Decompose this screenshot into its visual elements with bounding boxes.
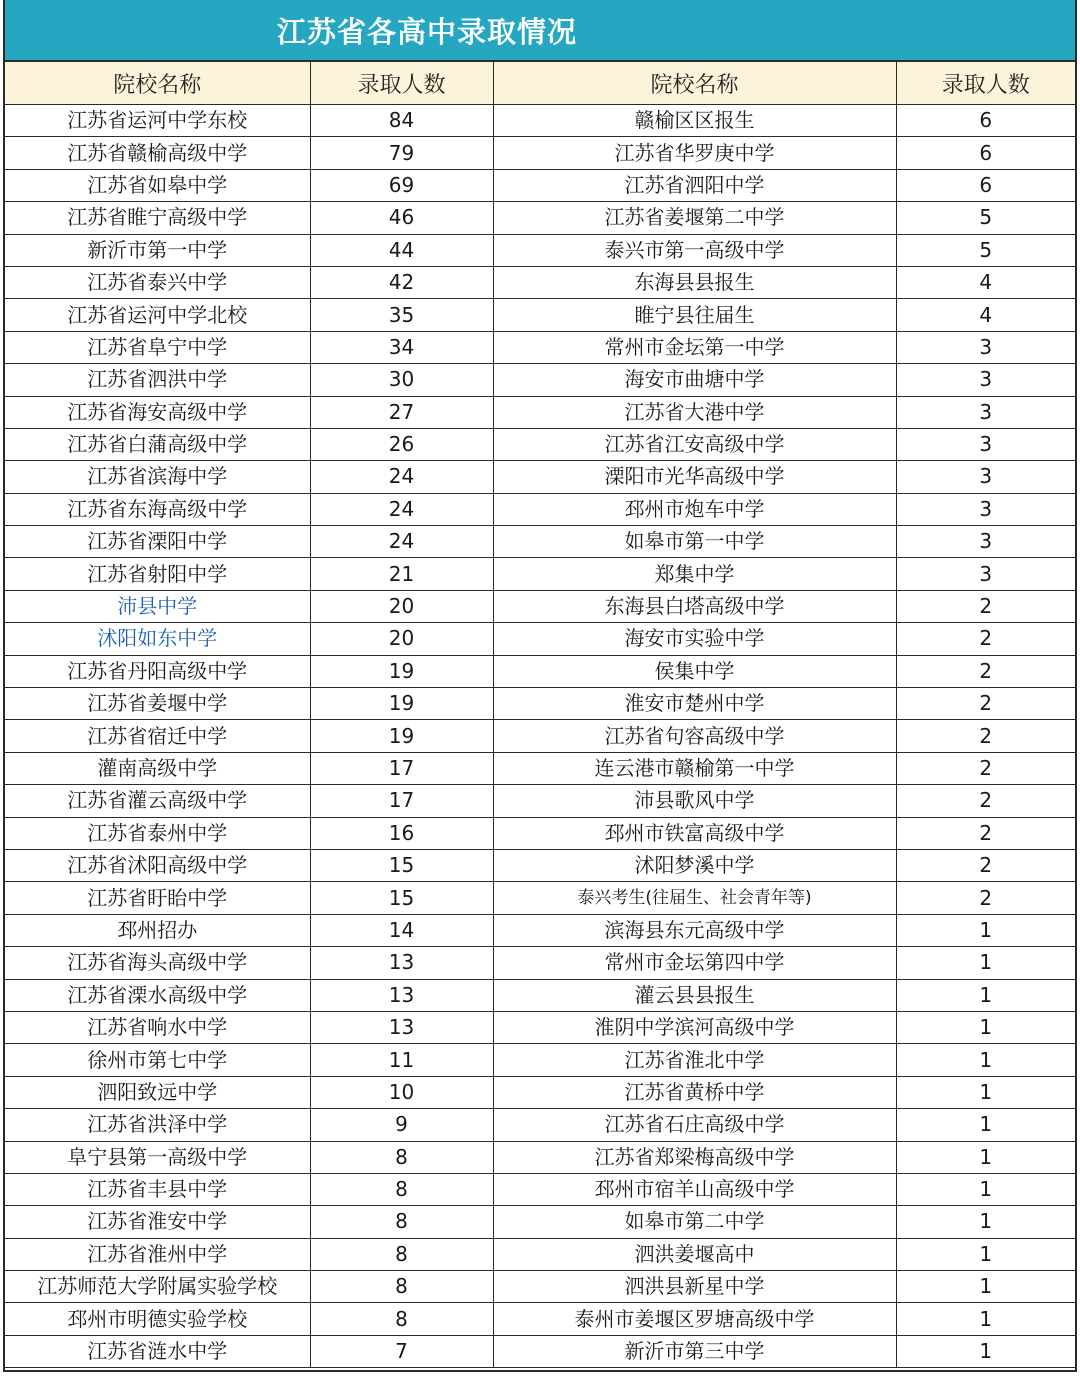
school-name-left: 沭阳如东中学 [5,623,310,655]
admission-table-panel [3,0,1077,1372]
table-row [5,1076,1075,1108]
admitted-count-left: 11 [310,1044,493,1076]
table-row [5,364,1075,396]
admitted-count-right: 1 [896,1173,1075,1205]
school-name-right: 常州市金坛第一中学 [493,331,896,363]
admitted-count-left: 24 [310,493,493,525]
admitted-count-right: 2 [896,688,1075,720]
table-row [5,1206,1075,1238]
table-row [5,396,1075,428]
table-row [5,169,1075,201]
admitted-count-left: 46 [310,202,493,234]
admitted-count-left: 35 [310,299,493,331]
school-name-right: 江苏省句容高级中学 [493,720,896,752]
admitted-count-right: 1 [896,1303,1075,1335]
school-name-left: 江苏省海安高级中学 [5,396,310,428]
admitted-count-right: 1 [896,947,1075,979]
table-row [5,299,1075,331]
school-name-left: 江苏省泰州中学 [5,817,310,849]
table-row [5,428,1075,460]
header-admitted-count-right: 录取人数 [896,62,1075,105]
school-name-left: 江苏省灌云高级中学 [5,785,310,817]
admitted-count-left: 84 [310,105,493,137]
table-row [5,1011,1075,1043]
admitted-count-right: 3 [896,526,1075,558]
admitted-count-right: 2 [896,720,1075,752]
admitted-count-right: 6 [896,169,1075,201]
table-row [5,331,1075,363]
school-name-left: 江苏省宿迁中学 [5,720,310,752]
school-name-right: 海安市曲塘中学 [493,364,896,396]
school-name-left: 江苏省沭阳高级中学 [5,849,310,881]
school-name-left: 邳州市明德实验学校 [5,1303,310,1335]
school-name-left: 江苏省淮安中学 [5,1206,310,1238]
admitted-count-right: 2 [896,623,1075,655]
school-name-left: 江苏省运河中学东校 [5,105,310,137]
school-name-left: 徐州市第七中学 [5,1044,310,1076]
school-name-left: 江苏省运河中学北校 [5,299,310,331]
admitted-count-left: 10 [310,1076,493,1108]
school-name-right: 江苏省石庄高级中学 [493,1109,896,1141]
table-row [5,1109,1075,1141]
school-name-right: 赣榆区区报生 [493,105,896,137]
school-name-left: 江苏省丰县中学 [5,1173,310,1205]
admitted-count-right: 2 [896,849,1075,881]
school-name-left: 江苏省阜宁中学 [5,331,310,363]
admitted-count-left: 8 [310,1173,493,1205]
school-name-right: 淮阴中学滨河高级中学 [493,1011,896,1043]
admitted-count-left: 8 [310,1141,493,1173]
table-row [5,105,1075,137]
school-name-left: 江苏省赣榆高级中学 [5,137,310,169]
admitted-count-left: 14 [310,914,493,946]
table-row [5,1173,1075,1205]
admitted-count-left: 79 [310,137,493,169]
admitted-count-right: 1 [896,1076,1075,1108]
table-row [5,1238,1075,1270]
admitted-count-right: 3 [896,396,1075,428]
admitted-count-left: 69 [310,169,493,201]
school-name-right: 郑集中学 [493,558,896,590]
school-name-left: 江苏省盱眙中学 [5,882,310,914]
admitted-count-right: 2 [896,590,1075,622]
school-name-left: 江苏省睢宁高级中学 [5,202,310,234]
school-name-right: 泰兴考生(往届生、社会青年等) [493,882,896,914]
table-row [5,947,1075,979]
admitted-count-left: 8 [310,1303,493,1335]
admitted-count-right: 3 [896,331,1075,363]
admitted-count-left: 13 [310,979,493,1011]
school-name-left: 阜宁县第一高级中学 [5,1141,310,1173]
school-name-right: 江苏省黄桥中学 [493,1076,896,1108]
admitted-count-right: 4 [896,266,1075,298]
admitted-count-right: 1 [896,1335,1075,1367]
admitted-count-left: 19 [310,688,493,720]
admitted-count-right: 1 [896,914,1075,946]
table-row [5,720,1075,752]
table-row [5,785,1075,817]
school-name-right: 江苏省江安高级中学 [493,428,896,460]
admitted-count-left: 17 [310,785,493,817]
table-row [5,1044,1075,1076]
school-name-right: 滨海县东元高级中学 [493,914,896,946]
admitted-count-right: 1 [896,1238,1075,1270]
admitted-count-right: 1 [896,1109,1075,1141]
school-name-right: 泗洪姜堰高中 [493,1238,896,1270]
admitted-count-left: 44 [310,234,493,266]
school-name-right: 如皋市第二中学 [493,1206,896,1238]
admitted-count-left: 13 [310,947,493,979]
admitted-count-right: 3 [896,461,1075,493]
school-name-right: 淮安市楚州中学 [493,688,896,720]
title-bar [5,0,1075,62]
admitted-count-left: 9 [310,1109,493,1141]
admitted-count-right: 1 [896,1206,1075,1238]
admitted-count-left: 30 [310,364,493,396]
school-name-left: 江苏省丹阳高级中学 [5,655,310,687]
school-name-right: 新沂市第三中学 [493,1335,896,1367]
school-name-right: 邳州市铁富高级中学 [493,817,896,849]
table-row [5,623,1075,655]
school-name-right: 江苏省大港中学 [493,396,896,428]
school-name-left: 江苏省姜堰中学 [5,688,310,720]
admitted-count-left: 15 [310,849,493,881]
school-name-right: 泰兴市第一高级中学 [493,234,896,266]
school-name-left: 江苏省涟水中学 [5,1335,310,1367]
admitted-count-left: 13 [310,1011,493,1043]
admitted-count-left: 19 [310,720,493,752]
admitted-count-left: 17 [310,752,493,784]
admitted-count-left: 24 [310,526,493,558]
school-name-left: 江苏省东海高级中学 [5,493,310,525]
admitted-count-right: 6 [896,105,1075,137]
admitted-count-left: 20 [310,590,493,622]
admitted-count-right: 3 [896,364,1075,396]
school-name-left: 江苏省泰兴中学 [5,266,310,298]
admission-table [5,62,1075,1368]
table-row [5,752,1075,784]
admitted-count-left: 16 [310,817,493,849]
school-name-left: 江苏省溧水高级中学 [5,979,310,1011]
school-name-right: 溧阳市光华高级中学 [493,461,896,493]
admitted-count-right: 3 [896,428,1075,460]
table-row [5,1271,1075,1303]
school-name-right: 东海县县报生 [493,266,896,298]
school-name-left: 江苏省白蒲高级中学 [5,428,310,460]
admitted-count-right: 4 [896,299,1075,331]
table-row [5,493,1075,525]
admitted-count-right: 1 [896,979,1075,1011]
school-name-right: 沭阳梦溪中学 [493,849,896,881]
table-row [5,914,1075,946]
admitted-count-left: 15 [310,882,493,914]
admitted-count-right: 2 [896,785,1075,817]
admitted-count-right: 1 [896,1011,1075,1043]
school-name-right: 侯集中学 [493,655,896,687]
school-name-right: 海安市实验中学 [493,623,896,655]
school-name-left: 新沂市第一中学 [5,234,310,266]
school-name-left: 沛县中学 [5,590,310,622]
school-name-right: 江苏省淮北中学 [493,1044,896,1076]
admitted-count-left: 34 [310,331,493,363]
school-name-left: 江苏省淮州中学 [5,1238,310,1270]
admitted-count-left: 24 [310,461,493,493]
table-row [5,979,1075,1011]
table-row [5,461,1075,493]
school-name-left: 江苏省泗洪中学 [5,364,310,396]
table-row [5,266,1075,298]
school-name-left: 江苏省如皋中学 [5,169,310,201]
admitted-count-left: 19 [310,655,493,687]
admitted-count-left: 8 [310,1238,493,1270]
table-row [5,1335,1075,1367]
header-school-name-right: 院校名称 [493,62,896,105]
table-row [5,849,1075,881]
admitted-count-right: 3 [896,493,1075,525]
admitted-count-right: 1 [896,1141,1075,1173]
table-row [5,688,1075,720]
table-row [5,526,1075,558]
table-row [5,137,1075,169]
school-name-right: 东海县白塔高级中学 [493,590,896,622]
school-name-left: 江苏省滨海中学 [5,461,310,493]
table-row [5,202,1075,234]
admitted-count-right: 3 [896,558,1075,590]
school-name-right: 邳州市宿羊山高级中学 [493,1173,896,1205]
school-name-right: 江苏省泗阳中学 [493,169,896,201]
admitted-count-left: 27 [310,396,493,428]
table-row [5,558,1075,590]
admitted-count-right: 5 [896,202,1075,234]
table-row [5,1141,1075,1173]
admitted-count-right: 1 [896,1044,1075,1076]
admitted-count-left: 21 [310,558,493,590]
admitted-count-left: 20 [310,623,493,655]
school-name-left: 邳州招办 [5,914,310,946]
school-name-left: 灌南高级中学 [5,752,310,784]
admitted-count-right: 5 [896,234,1075,266]
school-name-left: 江苏师范大学附属实验学校 [5,1271,310,1303]
admitted-count-right: 2 [896,752,1075,784]
header-admitted-count-left: 录取人数 [310,62,493,105]
header-row [5,62,1075,105]
page-title: 江苏省各高中录取情况 [277,14,578,49]
admitted-count-left: 7 [310,1335,493,1367]
school-name-right: 江苏省郑梁梅高级中学 [493,1141,896,1173]
header-school-name-left: 院校名称 [5,62,310,105]
school-name-right: 江苏省华罗庚中学 [493,137,896,169]
school-name-left: 江苏省洪泽中学 [5,1109,310,1141]
admitted-count-right: 1 [896,1271,1075,1303]
table-row [5,817,1075,849]
admitted-count-left: 42 [310,266,493,298]
school-name-left: 江苏省溧阳中学 [5,526,310,558]
table-body [5,105,1075,1368]
school-name-left: 江苏省响水中学 [5,1011,310,1043]
school-name-right: 如皋市第一中学 [493,526,896,558]
admitted-count-left: 8 [310,1206,493,1238]
admitted-count-right: 2 [896,655,1075,687]
table-row [5,655,1075,687]
table-row [5,234,1075,266]
school-name-right: 江苏省姜堰第二中学 [493,202,896,234]
school-name-right: 连云港市赣榆第一中学 [493,752,896,784]
admitted-count-right: 2 [896,882,1075,914]
admitted-count-left: 26 [310,428,493,460]
school-name-left: 泗阳致远中学 [5,1076,310,1108]
admitted-count-right: 2 [896,817,1075,849]
table-row [5,882,1075,914]
school-name-right: 常州市金坛第四中学 [493,947,896,979]
school-name-left: 江苏省海头高级中学 [5,947,310,979]
school-name-right: 邳州市炮车中学 [493,493,896,525]
admitted-count-left: 8 [310,1271,493,1303]
school-name-left: 江苏省射阳中学 [5,558,310,590]
school-name-right: 睢宁县往届生 [493,299,896,331]
admitted-count-right: 6 [896,137,1075,169]
school-name-right: 灌云县县报生 [493,979,896,1011]
school-name-right: 泰州市姜堰区罗塘高级中学 [493,1303,896,1335]
school-name-right: 沛县歌风中学 [493,785,896,817]
table-row [5,1303,1075,1335]
school-name-right: 泗洪县新星中学 [493,1271,896,1303]
table-row [5,590,1075,622]
